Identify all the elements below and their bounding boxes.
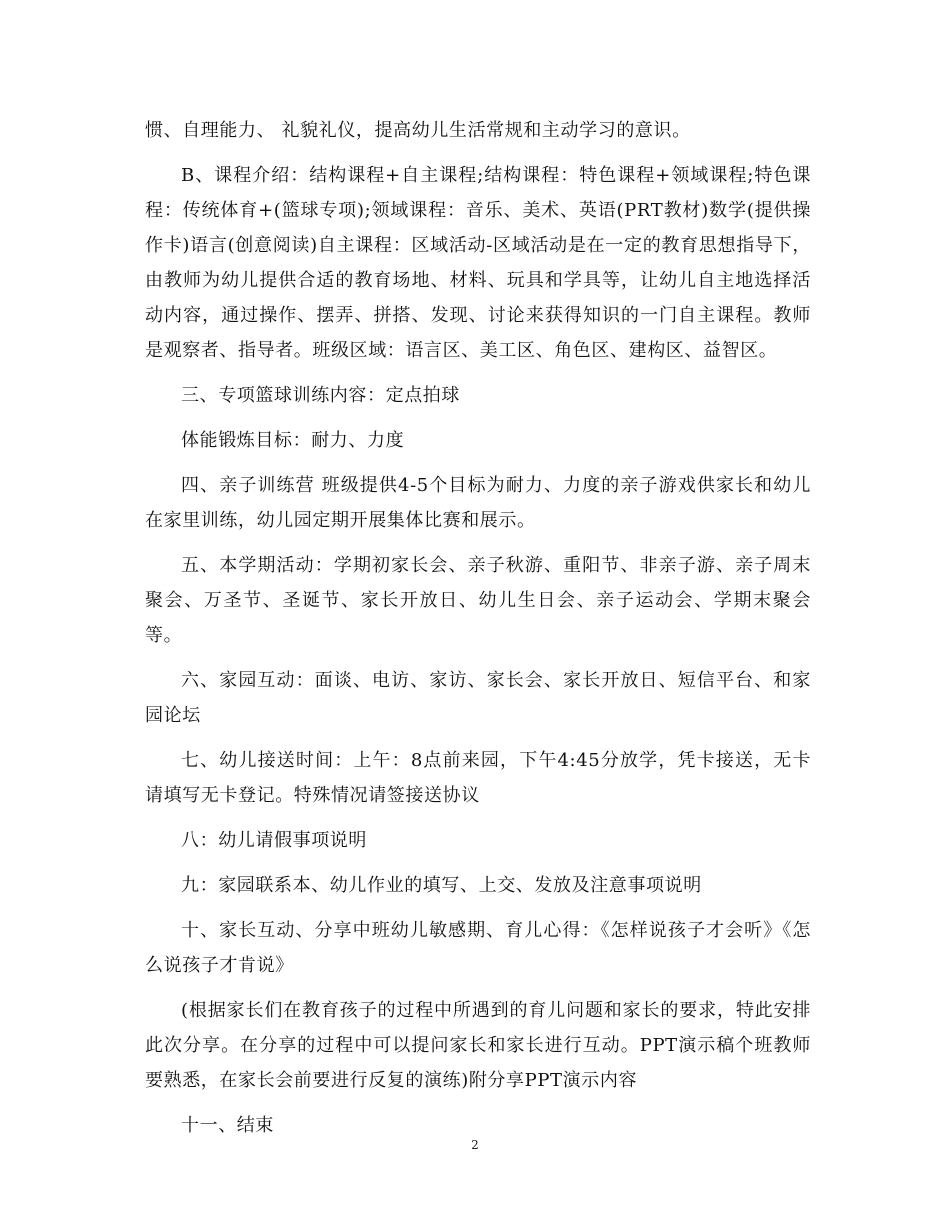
paragraph-course-introduction: B、课程介绍：结构课程+自主课程;结构课程：特色课程+领域课程;特色课程：传统体育+(篮球专项);领域课程：音乐、美术、英语(PRT教材)数学(提供操作卡)语言(创意阅读)自主课程：区域活动-区域活动是在一定的教育思想指导下，由教师为幼儿提供合适的教育场地、材料、玩具和学具等，让幼儿自主地选择活动内容，通过操作、摆弄、拼搭、发现、讨论来获得知识的一门自主课程。教师是观察者、指导者。班级区域：语言区、美工区、角色区、建构区、益智区。	[145, 165, 811, 361]
paragraph-habits-continued: 惯、自理能力、 礼貌礼仪，提高幼儿生活常规和主动学习的意识。	[145, 120, 691, 141]
paragraph-home-school-interaction: 六、家园互动：面谈、电访、家访、家长会、家长开放日、短信平台、和家园论坛	[145, 670, 811, 726]
page-number: 2	[471, 1138, 479, 1152]
paragraph-leave-notice: 八：幼儿请假事项说明	[181, 830, 367, 851]
paragraph-sharing-note: (根据家长们在教育孩子的过程中所遇到的育儿问题和家长的要求，特此安排此次分享。在分享的过程中可以提问家长和家长进行互动。PPT演示稿个班教师要熟悉，在家长会前要进行反复的演练)附分享PPT演示内容	[145, 1000, 811, 1091]
document-body	[145, 113, 811, 1153]
paragraph-parent-child-camp: 四、亲子训练营 班级提供4-5个目标为耐力、力度的亲子游戏供家长和幼儿在家里训练，幼儿园定期开展集体比赛和展示。	[145, 475, 811, 531]
paragraph-pickup-time: 七、幼儿接送时间：上午：8点前来园，下午4:45分放学，凭卡接送，无卡请填写无卡登记。特殊情况请签接送协议	[145, 750, 811, 806]
paragraph-contact-book: 九：家园联系本、幼儿作业的填写、上交、发放及注意事项说明	[181, 875, 702, 896]
paragraph-fitness-goal: 体能锻炼目标：耐力、力度	[181, 430, 405, 451]
paragraph-parent-sharing: 十、家长互动、分享中班幼儿敏感期、育儿心得：《怎样说孩子才会听》《怎么说孩子才肯说》	[145, 920, 811, 976]
paragraph-basketball-training: 三、专项篮球训练内容：定点拍球	[181, 385, 460, 406]
paragraph-semester-activities: 五、本学期活动：学期初家长会、亲子秋游、重阳节、非亲子游、亲子周末聚会、万圣节、圣诞节、家长开放日、幼儿生日会、亲子运动会、学期末聚会等。	[145, 555, 811, 646]
paragraph-ending: 十一、结束	[181, 1115, 274, 1136]
